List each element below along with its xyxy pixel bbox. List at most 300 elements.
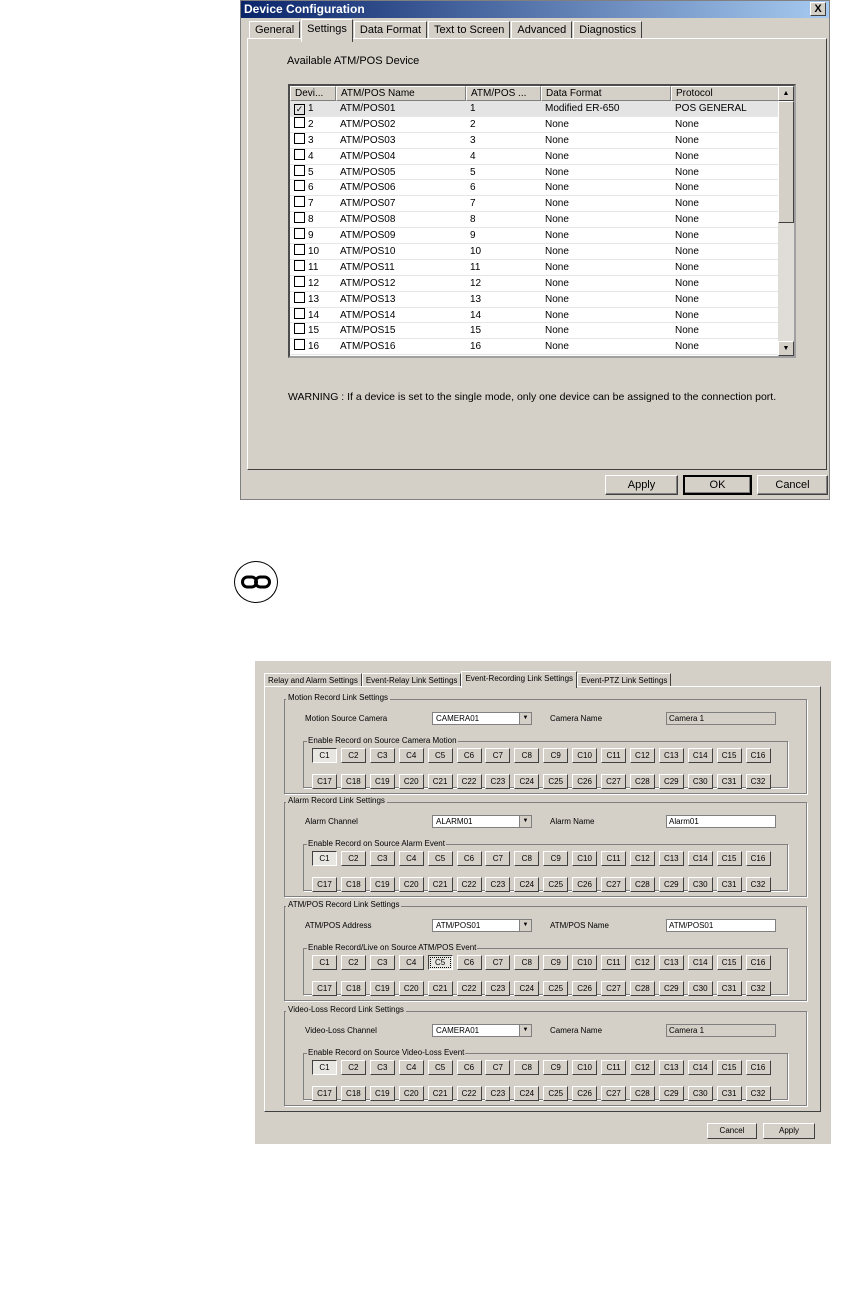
cell-name: ATM/POS09	[340, 230, 396, 242]
device-number: 15	[308, 325, 320, 337]
table-row[interactable]	[290, 339, 794, 355]
cell-format: None	[545, 293, 569, 305]
camera-toggle-button[interactable]: C4	[399, 955, 424, 970]
camera-toggle-button[interactable]: C18	[341, 877, 366, 892]
group-title: Video-Loss Record Link Settings	[288, 1005, 404, 1014]
camera-toggle-button[interactable]: C5	[428, 955, 453, 970]
camera-toggle-button[interactable]: C25	[543, 877, 568, 892]
close-icon[interactable]: X	[810, 2, 826, 16]
cell-name: ATM/POS11	[340, 261, 395, 273]
cell-name: ATM/POS03	[340, 134, 396, 146]
camera-toggle-button[interactable]: C28	[630, 774, 655, 789]
camera-toggle-button[interactable]: C14	[688, 1060, 713, 1075]
table-row[interactable]	[290, 276, 794, 292]
camera-toggle-button[interactable]: C32	[746, 877, 771, 892]
cell-format: None	[545, 182, 569, 194]
camera-toggle-button[interactable]: C7	[485, 1060, 510, 1075]
camera-toggle-button[interactable]: C29	[659, 774, 684, 789]
checkbox-icon[interactable]	[294, 117, 305, 128]
cell-device	[290, 339, 336, 354]
cell-address: 8	[470, 214, 476, 226]
camera-toggle-button[interactable]: C5	[428, 748, 453, 763]
cell-name: ATM/POS06	[340, 182, 396, 194]
camera-toggle-button[interactable]: C26	[572, 981, 597, 996]
source-label: Video-Loss Channel	[305, 1026, 377, 1035]
camera-toggle-button[interactable]: C8	[514, 1060, 539, 1075]
table-row[interactable]	[290, 180, 794, 196]
source-select[interactable]	[432, 712, 532, 725]
camera-toggle-button[interactable]: C31	[717, 1086, 742, 1101]
enable-record-title: Enable Record on Source Camera Motion	[308, 736, 457, 745]
camera-toggle-button[interactable]: C20	[399, 877, 424, 892]
camera-toggle-button[interactable]: C22	[457, 1086, 482, 1101]
device-number: 14	[308, 309, 320, 321]
column-header-format[interactable]: Data Format	[541, 86, 671, 101]
table-row[interactable]	[290, 260, 794, 276]
camera-toggle-button[interactable]: C2	[341, 955, 366, 970]
list-rows	[290, 101, 794, 355]
camera-toggle-button[interactable]: C21	[428, 981, 453, 996]
camera-toggle-button[interactable]: C8	[514, 748, 539, 763]
camera-toggle-button[interactable]: C7	[485, 748, 510, 763]
cell-device	[290, 180, 336, 195]
camera-toggle-button[interactable]: C24	[514, 981, 539, 996]
cell-format: None	[545, 214, 569, 226]
vertical-scrollbar[interactable]	[778, 86, 794, 356]
tab-strip	[264, 673, 671, 687]
group-1	[284, 693, 807, 794]
device-number: 2	[308, 118, 314, 130]
camera-toggle-button[interactable]: C6	[457, 851, 482, 866]
name-field[interactable]: Alarm01	[666, 815, 776, 828]
name-label: ATM/POS Name	[550, 921, 609, 930]
checkbox-icon[interactable]	[294, 165, 305, 176]
cell-name: ATM/POS12	[340, 277, 396, 289]
camera-toggle-button[interactable]: C17	[312, 877, 337, 892]
checkbox-icon[interactable]	[294, 212, 305, 223]
checkbox-icon[interactable]	[294, 149, 305, 160]
cell-protocol: None	[675, 166, 699, 178]
camera-toggle-button[interactable]: C10	[572, 955, 597, 970]
cell-format: None	[545, 198, 569, 210]
apply-button[interactable]: Apply	[605, 475, 678, 495]
camera-toggle-button[interactable]: C25	[543, 1086, 568, 1101]
camera-toggle-button[interactable]: C1	[312, 851, 337, 866]
camera-toggle-button[interactable]: C11	[601, 748, 626, 763]
camera-toggle-button[interactable]: C4	[399, 1060, 424, 1075]
camera-toggle-button[interactable]: C15	[717, 748, 742, 763]
name-field[interactable]: ATM/POS01	[666, 919, 776, 932]
device-number: 10	[308, 246, 320, 258]
checkbox-icon[interactable]	[294, 196, 305, 207]
camera-toggle-button[interactable]: C4	[399, 748, 424, 763]
camera-toggle-button[interactable]: C1	[312, 955, 337, 970]
camera-toggle-button[interactable]: C17	[312, 981, 337, 996]
cell-format: None	[545, 325, 569, 337]
cell-address: 1	[470, 103, 476, 114]
cell-device	[290, 117, 336, 132]
cell-address: 4	[470, 150, 476, 162]
group-title: ATM/POS Record Link Settings	[288, 900, 400, 909]
group-3	[284, 900, 807, 1001]
checkbox-icon[interactable]: ✓	[295, 104, 304, 114]
camera-toggle-button[interactable]: C28	[630, 981, 655, 996]
device-number: 3	[308, 134, 314, 146]
tab-strip	[249, 21, 643, 39]
cell-format: None	[545, 277, 569, 289]
camera-toggle-button[interactable]: C23	[485, 1086, 510, 1101]
checkbox-icon[interactable]	[294, 133, 305, 144]
tab-event-relay-link-settings[interactable]: Event-Relay Link Settings	[362, 673, 462, 687]
tab-advanced[interactable]: Advanced	[511, 21, 572, 39]
title-bar	[241, 1, 829, 18]
camera-toggle-button[interactable]: C15	[717, 1060, 742, 1075]
camera-toggle-button[interactable]: C32	[746, 1086, 771, 1101]
camera-toggle-button[interactable]: C16	[746, 955, 771, 970]
camera-toggle-button[interactable]: C11	[601, 851, 626, 866]
checkbox-icon[interactable]	[294, 180, 305, 191]
checkbox-icon[interactable]	[294, 323, 305, 334]
table-row[interactable]	[290, 323, 794, 339]
camera-toggle-button[interactable]: C21	[428, 774, 453, 789]
camera-toggle-button[interactable]: C7	[485, 851, 510, 866]
camera-toggle-button[interactable]: C8	[514, 851, 539, 866]
camera-toggle-button[interactable]: C18	[341, 981, 366, 996]
camera-toggle-button[interactable]: C6	[457, 748, 482, 763]
table-row[interactable]	[290, 228, 794, 244]
table-row[interactable]	[290, 292, 794, 308]
cell-device	[290, 323, 336, 338]
cell-name: ATM/POS08	[340, 214, 396, 226]
camera-toggle-button[interactable]: C11	[601, 1060, 626, 1075]
camera-toggle-button[interactable]: C12	[630, 748, 655, 763]
cell-protocol: None	[675, 246, 699, 258]
device-number: 9	[308, 230, 314, 242]
tab-general[interactable]: General	[249, 21, 300, 39]
camera-toggle-button[interactable]: C9	[543, 955, 568, 970]
source-select[interactable]	[432, 1024, 532, 1037]
cell-address: 13	[470, 293, 482, 305]
source-label: ATM/POS Address	[305, 921, 372, 930]
table-row[interactable]	[290, 165, 794, 181]
camera-toggle-button[interactable]: C30	[688, 877, 713, 892]
tab-event-recording-link-settings[interactable]: Event-Recording Link Settings	[461, 671, 577, 688]
device-number: 13	[308, 293, 320, 305]
camera-toggle-button[interactable]: C3	[370, 748, 395, 763]
camera-toggle-button[interactable]: C32	[746, 981, 771, 996]
name-field: Camera 1	[666, 712, 776, 725]
cell-address: 3	[470, 134, 476, 146]
camera-toggle-button[interactable]: C19	[370, 981, 395, 996]
cell-format: None	[545, 166, 569, 178]
camera-toggle-button[interactable]: C31	[717, 981, 742, 996]
dialog-title: Device Configuration	[244, 2, 365, 16]
camera-toggle-button[interactable]: C2	[341, 748, 366, 763]
camera-toggle-button[interactable]: C7	[485, 955, 510, 970]
camera-toggle-button[interactable]: C1	[312, 748, 337, 763]
tab-settings[interactable]: Settings	[301, 19, 353, 42]
camera-toggle-button[interactable]: C13	[659, 1060, 684, 1075]
cell-name: ATM/POS04	[340, 150, 396, 162]
camera-toggle-button[interactable]: C24	[514, 1086, 539, 1101]
camera-toggle-button[interactable]: C22	[457, 877, 482, 892]
cell-device	[290, 260, 336, 275]
camera-toggle-button[interactable]: C24	[514, 877, 539, 892]
cell-format: None	[545, 134, 569, 146]
camera-toggle-button[interactable]: C25	[543, 981, 568, 996]
cell-name: ATM/POS07	[340, 198, 396, 210]
table-row[interactable]	[290, 212, 794, 228]
cell-format: None	[545, 341, 569, 353]
camera-toggle-button[interactable]: C18	[341, 1086, 366, 1101]
table-row[interactable]	[290, 117, 794, 133]
camera-toggle-button[interactable]: C16	[746, 1060, 771, 1075]
cell-address: 5	[470, 166, 476, 178]
camera-toggle-button[interactable]: C16	[746, 748, 771, 763]
camera-toggle-button[interactable]: C30	[688, 981, 713, 996]
cell-protocol: None	[675, 150, 699, 162]
camera-toggle-button[interactable]: C26	[572, 774, 597, 789]
enable-record-title: Enable Record on Source Video-Loss Event	[308, 1048, 465, 1057]
cell-address: 14	[470, 309, 482, 321]
camera-toggle-button[interactable]: C13	[659, 851, 684, 866]
warning-text: WARNING : If a device is set to the single mode, only one device can be assigned to the connection port.	[288, 391, 777, 403]
cell-address: 2	[470, 118, 476, 130]
camera-toggle-button[interactable]: C19	[370, 774, 395, 789]
enable-record-title: Enable Record on Source Alarm Event	[308, 839, 445, 848]
atm-pos-device-list[interactable]	[288, 84, 796, 358]
device-configuration-dialog	[240, 0, 830, 500]
camera-toggle-button[interactable]: C2	[341, 851, 366, 866]
scroll-up-icon[interactable]: ▲	[778, 86, 794, 101]
camera-toggle-button[interactable]: C4	[399, 851, 424, 866]
name-label: Alarm Name	[550, 817, 595, 826]
table-row[interactable]	[290, 196, 794, 212]
source-select-value: ATM/POS01	[436, 921, 481, 930]
table-row[interactable]	[290, 101, 794, 117]
cell-address: 15	[470, 325, 482, 337]
camera-toggle-button[interactable]: C14	[688, 748, 713, 763]
camera-toggle-button[interactable]: C27	[601, 774, 626, 789]
cell-protocol: None	[675, 261, 699, 273]
checkbox-icon[interactable]	[294, 308, 305, 319]
cell-name: ATM/POS14	[340, 309, 396, 321]
device-number: 1	[308, 103, 314, 114]
cell-format: None	[545, 261, 569, 273]
camera-toggle-button[interactable]: C14	[688, 955, 713, 970]
group-title: Alarm Record Link Settings	[288, 796, 385, 805]
cancel-button[interactable]: Cancel	[707, 1123, 757, 1139]
camera-toggle-button[interactable]: C12	[630, 955, 655, 970]
cell-name: ATM/POS01	[340, 103, 396, 114]
cell-name: ATM/POS16	[340, 341, 396, 353]
camera-toggle-button[interactable]: C1	[312, 1060, 337, 1075]
table-row[interactable]	[290, 308, 794, 324]
table-row[interactable]	[290, 244, 794, 260]
name-label: Camera Name	[550, 1026, 603, 1035]
camera-toggle-button[interactable]: C2	[341, 1060, 366, 1075]
dropdown-arrow-icon[interactable]: ▼	[519, 920, 531, 931]
camera-toggle-button[interactable]: C3	[370, 1060, 395, 1075]
camera-toggle-button[interactable]: C11	[601, 955, 626, 970]
cell-device	[290, 292, 336, 307]
tab-event-ptz-link-settings[interactable]: Event-PTZ Link Settings	[577, 673, 671, 687]
camera-toggle-button[interactable]: C27	[601, 1086, 626, 1101]
device-number: 5	[308, 166, 314, 178]
dropdown-arrow-icon[interactable]: ▼	[519, 816, 531, 827]
device-number: 4	[308, 150, 314, 162]
cell-format: Modified ER-650	[545, 103, 620, 114]
cell-address: 6	[470, 182, 476, 194]
camera-toggle-button[interactable]: C18	[341, 774, 366, 789]
camera-toggle-button[interactable]: C23	[485, 981, 510, 996]
camera-toggle-button[interactable]: C12	[630, 851, 655, 866]
camera-toggle-button[interactable]: C28	[630, 877, 655, 892]
cell-device	[290, 212, 336, 227]
camera-toggle-button[interactable]: C19	[370, 1086, 395, 1101]
dropdown-arrow-icon[interactable]: ▼	[519, 713, 531, 724]
camera-toggle-button[interactable]: C20	[399, 774, 424, 789]
camera-toggle-button[interactable]: C16	[746, 851, 771, 866]
camera-toggle-button[interactable]: C30	[688, 1086, 713, 1101]
scroll-thumb[interactable]	[778, 101, 794, 223]
cell-protocol: None	[675, 293, 699, 305]
cell-format: None	[545, 309, 569, 321]
column-header-address[interactable]: ATM/POS ...	[466, 86, 541, 101]
camera-toggle-button[interactable]: C29	[659, 1086, 684, 1101]
camera-toggle-button[interactable]: C3	[370, 955, 395, 970]
cell-protocol: None	[675, 325, 699, 337]
camera-toggle-button[interactable]: C10	[572, 1060, 597, 1075]
camera-toggle-button[interactable]: C12	[630, 1060, 655, 1075]
cell-device	[290, 101, 336, 116]
camera-toggle-button[interactable]: C23	[485, 774, 510, 789]
checkbox-icon[interactable]	[294, 228, 305, 239]
camera-toggle-button[interactable]: C27	[601, 981, 626, 996]
source-select[interactable]	[432, 919, 532, 932]
group-4	[284, 1005, 807, 1106]
camera-toggle-button[interactable]: C29	[659, 877, 684, 892]
table-row[interactable]	[290, 149, 794, 165]
camera-toggle-button[interactable]: C6	[457, 1060, 482, 1075]
camera-toggle-button[interactable]: C13	[659, 748, 684, 763]
cell-address: 16	[470, 341, 482, 353]
ok-button[interactable]: OK	[683, 475, 752, 495]
source-select[interactable]	[432, 815, 532, 828]
cell-format: None	[545, 246, 569, 258]
checkbox-icon[interactable]	[294, 292, 305, 303]
group-2	[284, 796, 807, 897]
camera-toggle-button[interactable]: C31	[717, 877, 742, 892]
device-number: 16	[308, 341, 320, 353]
tab-data-format[interactable]: Data Format	[354, 21, 427, 39]
camera-toggle-button[interactable]: C5	[428, 851, 453, 866]
camera-toggle-button[interactable]: C10	[572, 851, 597, 866]
cell-name: ATM/POS10	[340, 246, 396, 258]
table-row[interactable]	[290, 133, 794, 149]
enable-record-group	[303, 943, 788, 995]
camera-toggle-button[interactable]: C10	[572, 748, 597, 763]
camera-toggle-button[interactable]: C17	[312, 774, 337, 789]
cell-name: ATM/POS02	[340, 118, 396, 130]
checkbox-icon[interactable]	[294, 339, 305, 350]
device-number: 7	[308, 198, 314, 210]
camera-toggle-button[interactable]: C29	[659, 981, 684, 996]
camera-toggle-button[interactable]: C13	[659, 955, 684, 970]
camera-toggle-button[interactable]: C26	[572, 877, 597, 892]
camera-toggle-button[interactable]: C20	[399, 981, 424, 996]
camera-toggle-button[interactable]: C30	[688, 774, 713, 789]
name-label: Camera Name	[550, 714, 603, 723]
camera-toggle-button[interactable]: C23	[485, 877, 510, 892]
camera-toggle-button[interactable]: C9	[543, 1060, 568, 1075]
dropdown-arrow-icon[interactable]: ▼	[519, 1025, 531, 1036]
camera-toggle-button[interactable]: C27	[601, 877, 626, 892]
checkbox-icon[interactable]	[294, 260, 305, 271]
cell-name: ATM/POS15	[340, 325, 396, 337]
enable-record-group	[303, 736, 788, 788]
camera-toggle-button[interactable]: C24	[514, 774, 539, 789]
camera-toggle-button[interactable]: C26	[572, 1086, 597, 1101]
checkbox-icon[interactable]	[294, 244, 305, 255]
cell-format: None	[545, 150, 569, 162]
cell-device	[290, 276, 336, 291]
camera-toggle-button[interactable]: C8	[514, 955, 539, 970]
cancel-button[interactable]: Cancel	[757, 475, 828, 495]
apply-button[interactable]: Apply	[763, 1123, 815, 1139]
camera-toggle-button[interactable]: C22	[457, 981, 482, 996]
source-label: Motion Source Camera	[305, 714, 388, 723]
source-select-value: CAMERA01	[436, 714, 480, 723]
tab-text-to-screen[interactable]: Text to Screen	[428, 21, 510, 39]
camera-toggle-button[interactable]: C28	[630, 1086, 655, 1101]
tab-relay-and-alarm-settings[interactable]: Relay and Alarm Settings	[264, 673, 362, 687]
camera-toggle-button[interactable]: C17	[312, 1086, 337, 1101]
camera-toggle-button[interactable]: C32	[746, 774, 771, 789]
column-header-protocol[interactable]: Protocol	[671, 86, 780, 101]
cell-protocol: None	[675, 118, 699, 130]
camera-toggle-button[interactable]: C5	[428, 1060, 453, 1075]
enable-record-group	[303, 1048, 788, 1100]
cell-protocol: None	[675, 182, 699, 194]
tab-diagnostics[interactable]: Diagnostics	[573, 21, 642, 39]
camera-toggle-button[interactable]: C21	[428, 877, 453, 892]
name-field: Camera 1	[666, 1024, 776, 1037]
cell-protocol: None	[675, 134, 699, 146]
column-header-name[interactable]: ATM/POS Name	[336, 86, 466, 101]
camera-toggle-button[interactable]: C19	[370, 877, 395, 892]
camera-toggle-button[interactable]: C21	[428, 1086, 453, 1101]
camera-toggle-button[interactable]: C15	[717, 955, 742, 970]
camera-toggle-button[interactable]: C15	[717, 851, 742, 866]
camera-toggle-button[interactable]: C3	[370, 851, 395, 866]
cell-device	[290, 308, 336, 323]
event-recording-panel	[264, 686, 821, 1112]
camera-toggle-button[interactable]: C22	[457, 774, 482, 789]
camera-toggle-button[interactable]: C14	[688, 851, 713, 866]
camera-toggle-button[interactable]: C31	[717, 774, 742, 789]
camera-toggle-button[interactable]: C9	[543, 851, 568, 866]
camera-toggle-button[interactable]: C20	[399, 1086, 424, 1101]
camera-toggle-button[interactable]: C9	[543, 748, 568, 763]
checkbox-icon[interactable]	[294, 276, 305, 287]
camera-toggle-button[interactable]: C25	[543, 774, 568, 789]
camera-toggle-button[interactable]: C6	[457, 955, 482, 970]
link-chain-icon	[234, 561, 278, 603]
column-header-device[interactable]: Devi...	[290, 86, 336, 101]
scroll-down-icon[interactable]: ▼	[778, 341, 794, 356]
source-label: Alarm Channel	[305, 817, 358, 826]
